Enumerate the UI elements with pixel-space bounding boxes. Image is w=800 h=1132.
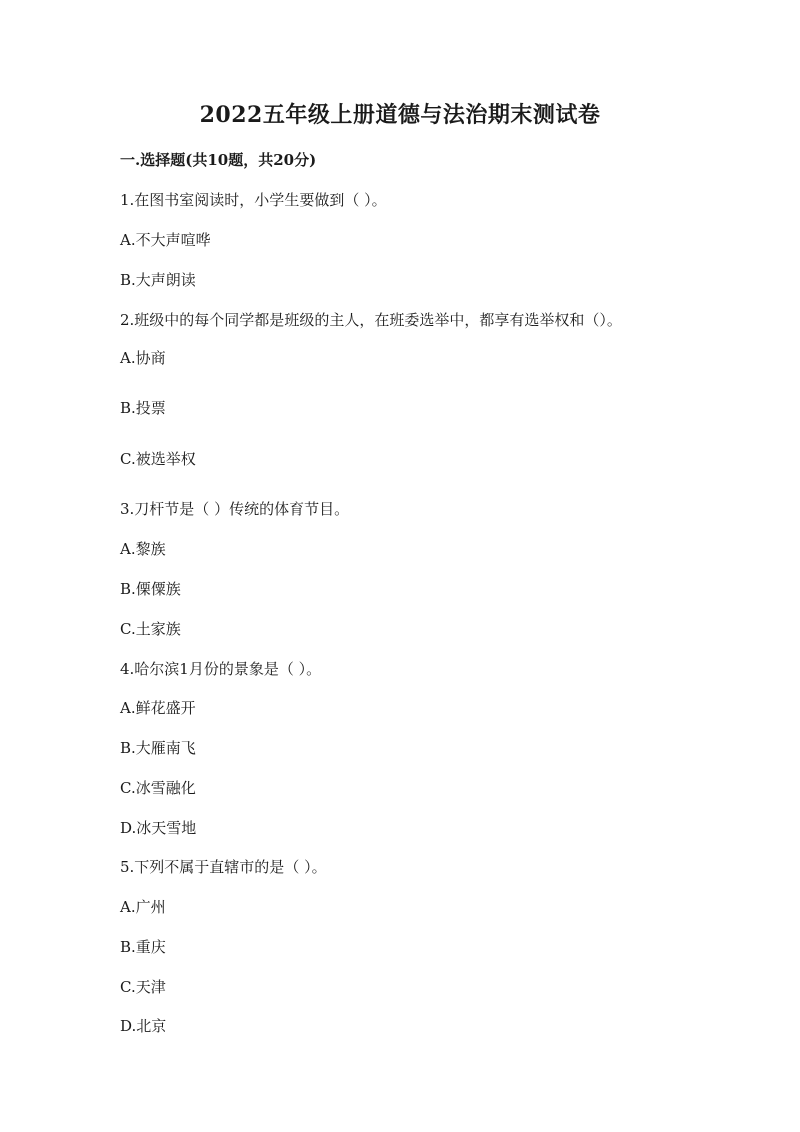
question-1-option-a: A.不大声喧哗 bbox=[120, 231, 211, 249]
question-3-option-a: A.黎族 bbox=[120, 540, 166, 558]
question-5-stem: 5.下列不属于直辖市的是（ ）。 bbox=[120, 858, 327, 876]
question-4-stem: 4.哈尔滨1月份的景象是（ ）。 bbox=[120, 660, 322, 678]
question-2-option-c: C.被选举权 bbox=[120, 450, 196, 468]
question-4-option-c: C.冰雪融化 bbox=[120, 779, 196, 797]
question-3-stem: 3.刀杆节是（ ）传统的体育节目。 bbox=[120, 500, 350, 518]
question-5-option-d: D.北京 bbox=[120, 1017, 167, 1035]
question-1-option-b: B.大声朗读 bbox=[120, 271, 196, 289]
question-5-option-b: B.重庆 bbox=[120, 938, 166, 956]
question-1-stem: 1.在图书室阅读时，小学生要做到（ ）。 bbox=[120, 191, 387, 209]
question-4-option-b: B.大雁南飞 bbox=[120, 739, 196, 757]
question-3-option-b: B.傈僳族 bbox=[120, 580, 181, 598]
question-5-option-c: C.天津 bbox=[120, 978, 166, 996]
question-3-option-c: C.土家族 bbox=[120, 620, 181, 638]
question-2-option-b: B.投票 bbox=[120, 399, 166, 417]
question-2-option-a: A.协商 bbox=[120, 349, 166, 367]
question-4-option-d: D.冰天雪地 bbox=[120, 819, 197, 837]
page-title: 2022五年级上册道德与法治期末测试卷 bbox=[199, 102, 601, 128]
question-4-option-a: A.鲜花盛开 bbox=[120, 699, 196, 717]
section-heading: 一.选择题(共10题，共20分) bbox=[120, 151, 317, 169]
question-2-stem: 2.班级中的每个同学都是班级的主人，在班委选举中，都享有选举权和（）。 bbox=[120, 311, 622, 329]
question-5-option-a: A.广州 bbox=[120, 898, 166, 916]
